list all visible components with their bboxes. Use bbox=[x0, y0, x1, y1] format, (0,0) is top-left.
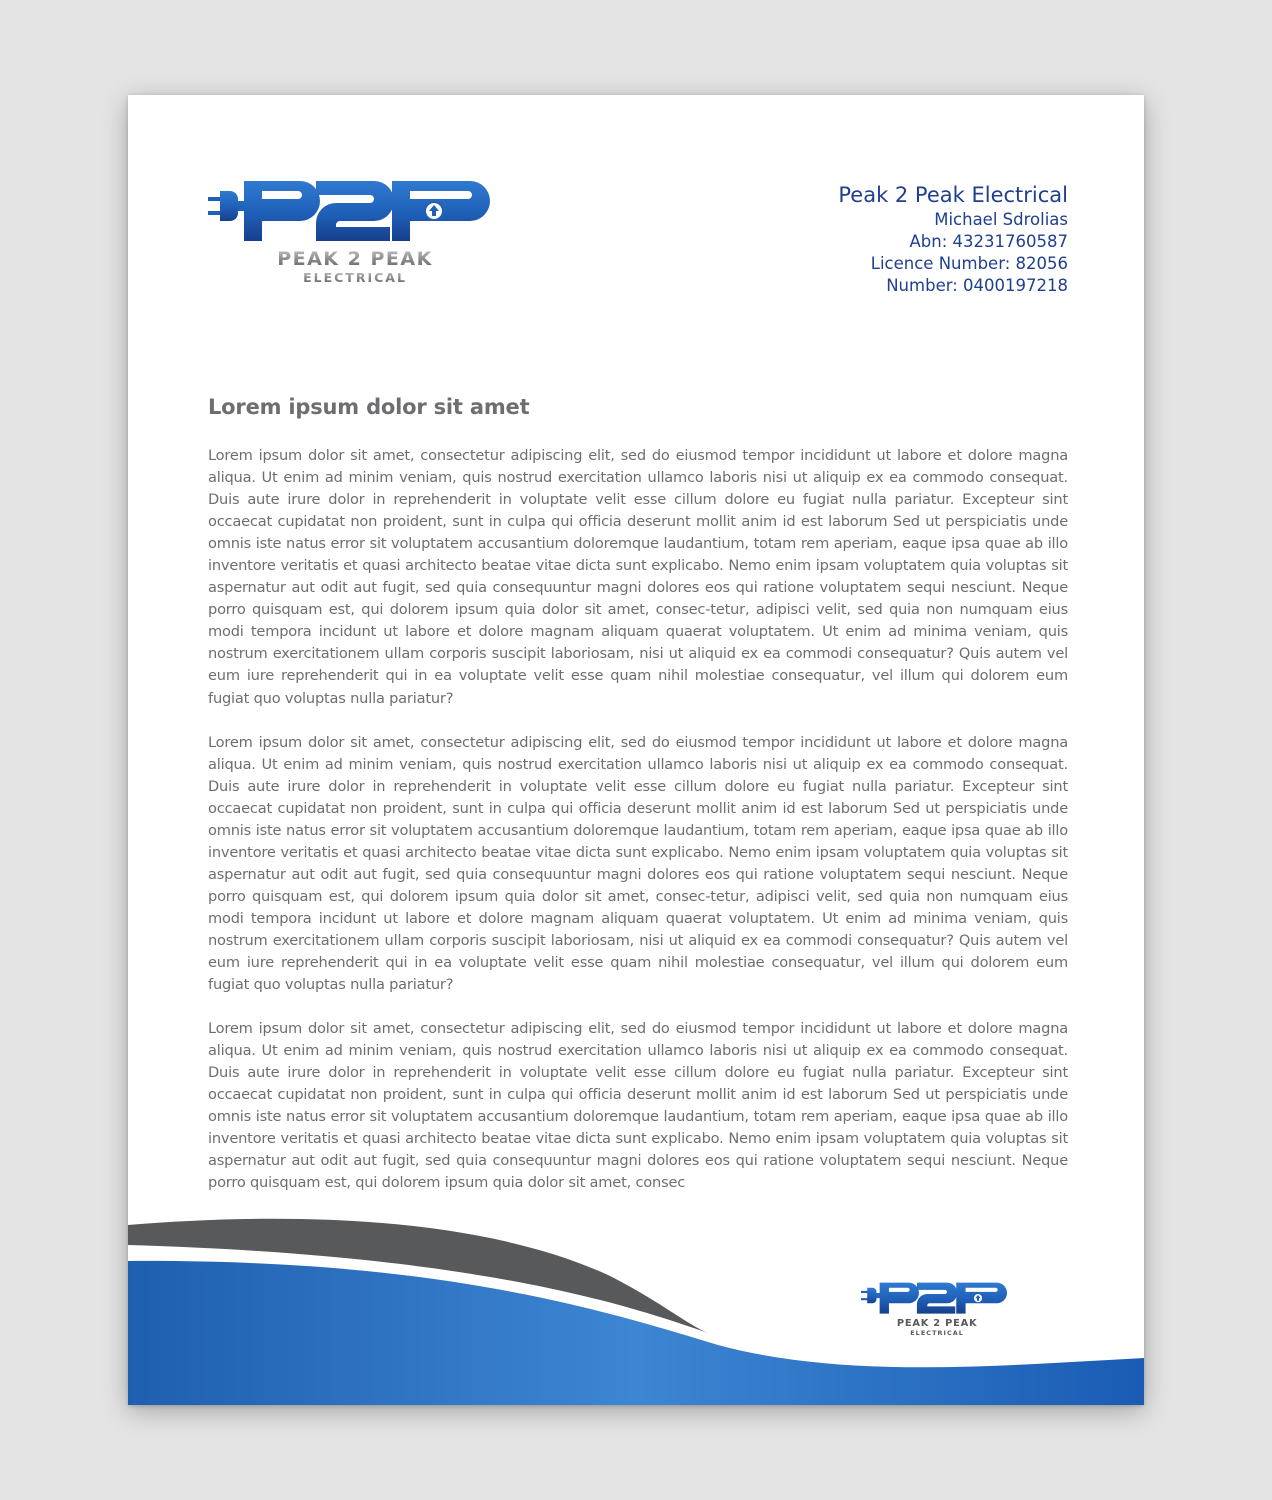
body-paragraph-3: Lorem ipsum dolor sit amet, consectetur adipiscing elit, sed do eiusmod tempor incididunt ut labore et dolore magna aliqua. Ut enim ad minim veniam, quis nostrud exercitation ullamco laboris nisi ut aliquip ex ea commodo consequat. Duis aute irure dolor in reprehenderit in voluptate velit esse cillum dolore eu fugiat nulla pariatur. Excepteur sint occaecat cupidatat non proident, sunt in culpa qui officia deserunt mollit anim id est laborum Sed ut perspiciatis unde omnis iste natus error sit voluptatem accusantium doloremque laudantium, totam rem aperiam, eaque ipsa quae ab illo inventore veritatis et quasi architecto beatae vitae dicta sunt explicabo. Nemo enim ipsam voluptatem quia voluptas sit aspernatur aut odit aut fugit, sed quia consequuntur magni dolores eos qui ratione voluptatem sequi nesciunt. Neque porro quisquam est, qui dolorem ipsum quia dolor sit amet, consec bbox=[208, 1020, 1068, 1192]
abn-number: Abn: 43231760587 bbox=[909, 232, 1068, 251]
letter-body bbox=[208, 445, 1068, 1217]
company-contact-block bbox=[838, 181, 1068, 297]
letter-title: Lorem ipsum dolor sit amet bbox=[208, 395, 530, 419]
logo-name-line2: ELECTRICAL bbox=[303, 270, 407, 285]
company-name: Peak 2 Peak Electrical bbox=[838, 183, 1068, 207]
arrow-up-icon bbox=[425, 202, 443, 220]
monogram-p1 bbox=[238, 181, 320, 241]
logo-name-line1: PEAK 2 PEAK bbox=[277, 248, 433, 270]
phone-number: Number: 0400197218 bbox=[886, 276, 1068, 295]
plug-icon bbox=[208, 191, 238, 221]
body-paragraph-1: Lorem ipsum dolor sit amet, consectetur adipiscing elit, sed do eiusmod tempor incididunt ut labore et dolore magna aliqua. Ut enim ad minim veniam, quis nostrud exercitation ullamco laboris nisi ut aliquip ex ea commodo consequat. Duis aute irure dolor in reprehenderit in voluptate velit esse cillum dolore eu fugiat nulla pariatur. Excepteur sint occaecat cupidatat non proident, sunt in culpa qui officia deserunt mollit anim id est laborum Sed ut perspiciatis unde omnis iste natus error sit voluptatem accusantium doloremque laudantium, totam rem aperiam, eaque ipsa quae ab illo inventore veritatis et quasi architecto beatae vitae dicta sunt explicabo. Nemo enim ipsam voluptatem quia voluptas sit aspernatur aut odit aut fugit, sed quia consequuntur magni dolores eos qui ratione voluptatem sequi nesciunt. Neque porro quisquam est, qui dolorem ipsum quia dolor sit amet, consec-tetur, adipisci velit, sed quia non numquam eius modi tempora incidunt ut labore et dolore magnam aliquam quaerat voluptatem. Ut enim ad minima veniam, quis nostrum exercitationem ullam corporis suscipit laboriosam, nisi ut aliquid ex ea commodi consequatur? Quis autem vel eum iure reprehenderit qui in ea voluptate velit esse quam nihil molestiae consequatur, vel illum qui dolorem eum fugiat quo voluptas nulla pariatur? bbox=[208, 447, 1068, 707]
svg-text:ELECTRICAL: ELECTRICAL bbox=[910, 1328, 964, 1337]
contact-name: Michael Sdrolias bbox=[934, 210, 1068, 229]
letterhead-page bbox=[128, 95, 1144, 1405]
footer-arrow-up-icon bbox=[973, 1293, 982, 1302]
company-logo bbox=[208, 173, 490, 291]
footer-logo bbox=[861, 1278, 1007, 1340]
svg-text:PEAK 2 PEAK: PEAK 2 PEAK bbox=[896, 1318, 978, 1330]
footer-plug-icon bbox=[861, 1288, 877, 1304]
monogram-2 bbox=[316, 181, 394, 241]
body-paragraph-2: Lorem ipsum dolor sit amet, consectetur adipiscing elit, sed do eiusmod tempor incididunt ut labore et dolore magna aliqua. Ut enim ad minim veniam, quis nostrud exercitation ullamco laboris nisi ut aliquip ex ea commodo consequat. Duis aute irure dolor in reprehenderit in voluptate velit esse cillum dolore eu fugiat nulla pariatur. Excepteur sint occaecat cupidatat non proident, sunt in culpa qui officia deserunt mollit anim id est laborum Sed ut perspiciatis unde omnis iste natus error sit voluptatem accusantium doloremque laudantium, totam rem aperiam, eaque ipsa quae ab illo inventore veritatis et quasi architecto beatae vitae dicta sunt explicabo. Nemo enim ipsam voluptatem quia voluptas sit aspernatur aut odit aut fugit, sed quia consequuntur magni dolores eos qui ratione voluptatem sequi nesciunt. Neque porro quisquam est, qui dolorem ipsum quia dolor sit amet, consec-tetur, adipisci velit, sed quia non numquam eius modi tempora incidunt ut labore et dolore magnam aliquam quaerat voluptatem. Ut enim ad minima veniam, quis nostrum exercitationem ullam corporis suscipit laboriosam, nisi ut aliquid ex ea commodi consequatur? Quis autem vel eum iure reprehenderit qui in ea voluptate velit esse quam nihil molestiae consequatur, vel illum qui dolorem eum fugiat quo voluptas nulla pariatur? bbox=[208, 733, 1068, 994]
licence-number: Licence Number: 82056 bbox=[870, 254, 1068, 273]
